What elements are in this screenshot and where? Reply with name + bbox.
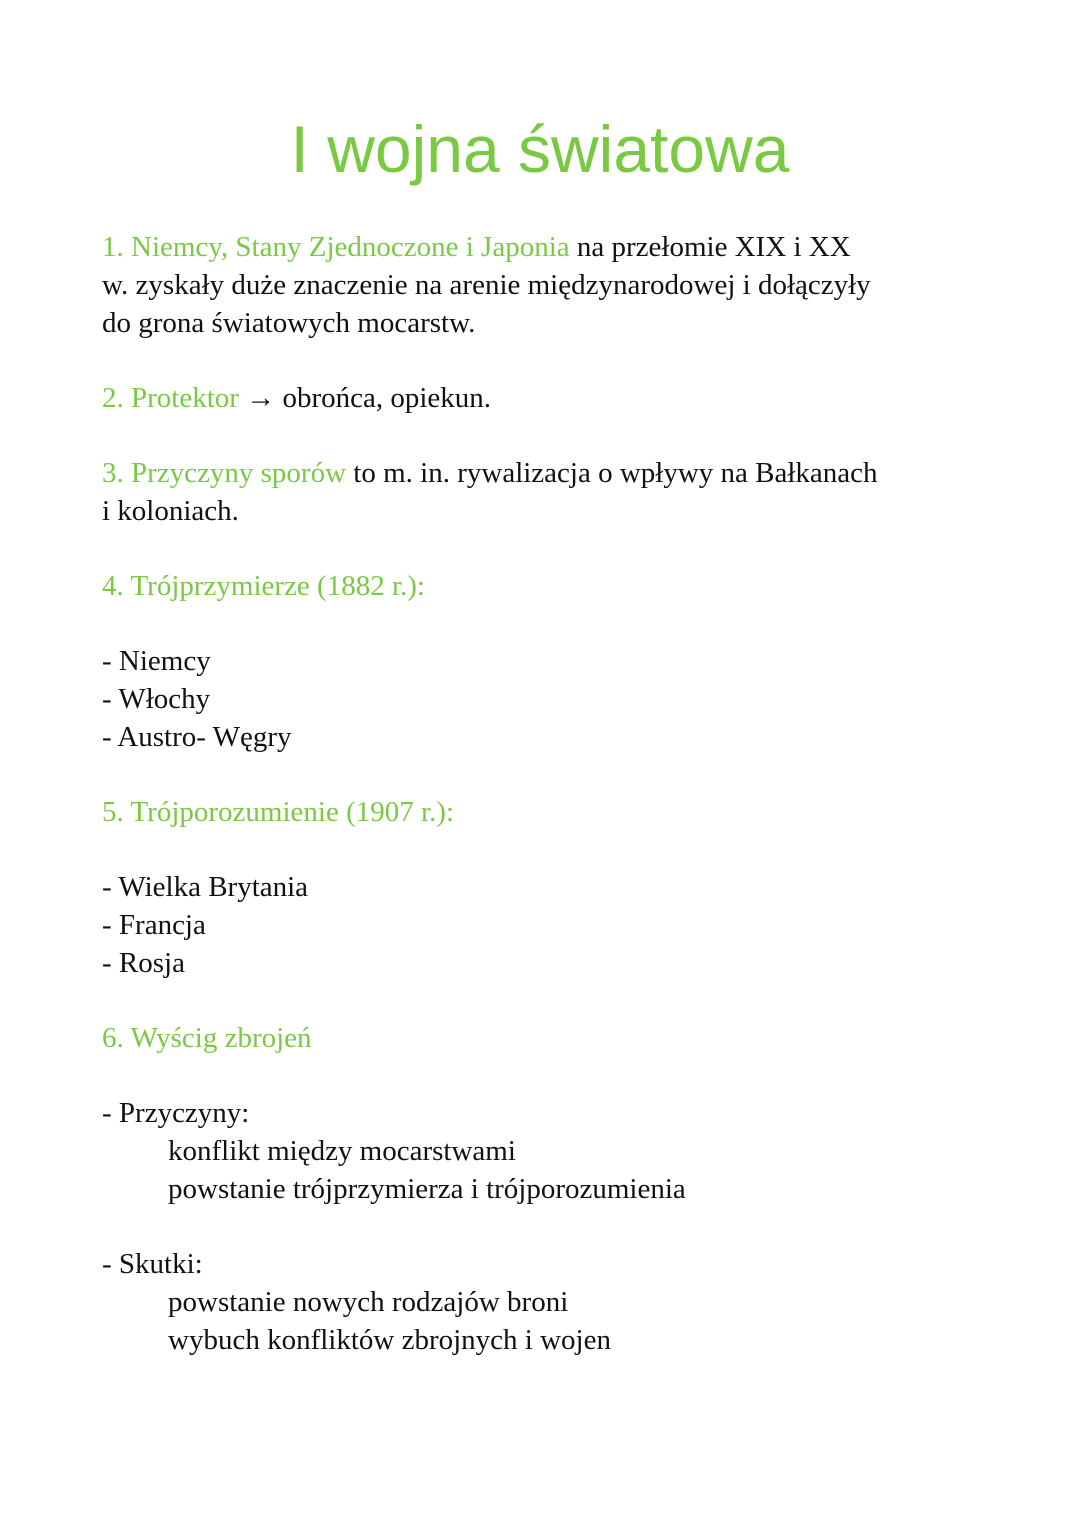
section-4 [102,567,1002,756]
section-1-line-3: do grona światowych mocarstw. [102,307,476,339]
section-1 [102,228,1002,342]
section-3-line-1 [102,454,1002,492]
list-item: wybuch konfliktów zbrojnych i wojen [168,1324,611,1356]
list-item: powstanie nowych rodzajów broni [168,1286,569,1318]
section-3 [102,454,1002,530]
section-1-heading: 1. Niemcy, Stany Zjednoczone i Japonia [102,231,570,263]
list-item: - Niemcy [102,645,211,677]
section-2-heading: 2. Protektor [102,382,239,414]
section-3-line-2: i koloniach. [102,495,239,527]
section-2-rest: → obrońca, opiekun. [238,382,492,414]
page-title: I wojna światowa [290,112,790,186]
section-5-heading: 5. Trójporozumienie (1907 r.): [102,796,455,828]
section-6 [102,1019,1002,1359]
list-item: - Włochy [102,683,211,715]
section-2-line [102,379,1002,417]
list-item: - Austro- Węgry [102,721,292,753]
section-1-line-1-rest: na przełomie XIX i XX [569,231,851,263]
list-item: - Wielka Brytania [102,871,309,903]
section-1-line-1 [102,228,1002,266]
section-4-heading: 4. Trójprzymierze (1882 r.): [102,570,425,602]
list-item: konflikt między mocarstwami [168,1135,516,1167]
list-item: - Francja [102,909,206,941]
section-5 [102,793,1002,982]
effects-label: - Skutki: [102,1248,203,1280]
section-1-line-2: w. zyskały duże znaczenie na arenie międzynarodowej i dołączyły [102,269,871,301]
section-3-line-1-rest: to m. in. rywalizacja o wpływy na Bałkanach [346,457,878,489]
notes-body [102,228,1002,1359]
section-3-heading: 3. Przyczyny sporów [102,457,347,489]
causes-label: - Przyczyny: [102,1097,250,1129]
section-6-heading: 6. Wyścig zbrojeń [102,1022,312,1054]
list-item: - Rosja [102,947,185,979]
list-item: powstanie trójprzymierza i trójporozumienia [168,1173,686,1205]
section-2 [102,379,1002,417]
